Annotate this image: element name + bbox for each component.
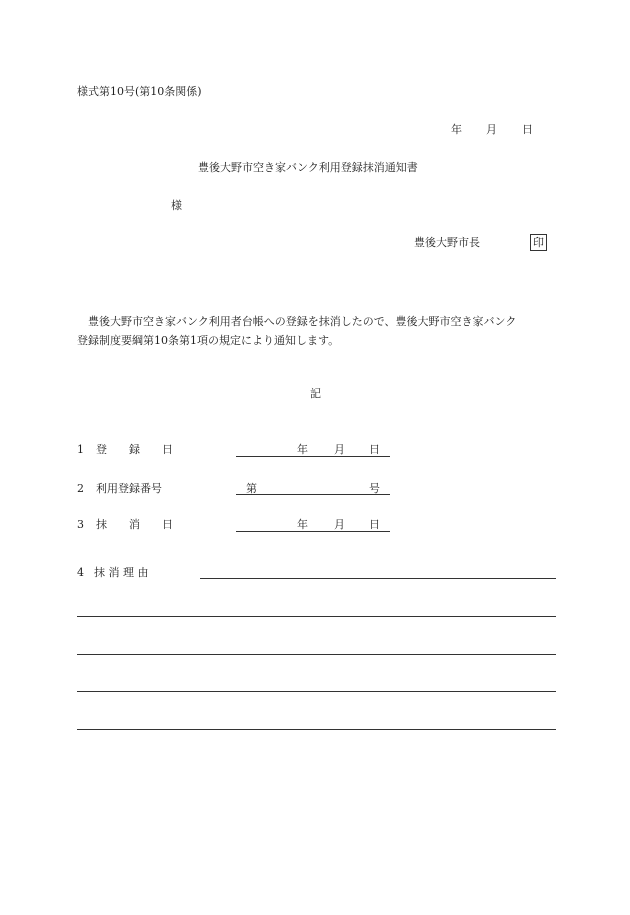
field-underline[interactable]	[236, 456, 390, 457]
date-day: 日	[522, 123, 533, 136]
field-day: 日	[369, 518, 380, 531]
seal-mark: 印	[530, 234, 547, 251]
body-paragraph	[77, 312, 567, 350]
item-label: 抹 消 理 由	[94, 566, 149, 579]
reason-line-5[interactable]	[77, 729, 556, 730]
reason-line-1[interactable]	[200, 578, 556, 579]
field-suffix: 号	[369, 482, 380, 495]
ki-heading: 記	[310, 387, 321, 400]
body-line-2: 登録制度要綱第10条第1項の規定により通知します。	[77, 334, 340, 347]
date-year: 年	[451, 123, 462, 136]
issuer-name: 豊後大野市長	[414, 236, 480, 249]
field-prefix: 第	[246, 482, 257, 495]
field-year: 年	[297, 518, 308, 531]
item-number: 2	[77, 482, 84, 495]
item-label: 利用登録番号	[96, 482, 162, 495]
reason-line-3[interactable]	[77, 654, 556, 655]
field-underline[interactable]	[236, 494, 390, 495]
field-underline[interactable]	[236, 531, 390, 532]
reason-line-2[interactable]	[77, 616, 556, 617]
item-number: 3	[77, 518, 84, 531]
body-line-1: 豊後大野市空き家バンク利用者台帳への登録を抹消したので、豊後大野市空き家バンク	[88, 315, 517, 328]
form-number: 様式第10号(第10条関係)	[77, 85, 202, 98]
item-label: 抹 消 日	[96, 518, 173, 531]
addressee-suffix: 様	[171, 199, 182, 212]
date-month: 月	[486, 123, 497, 136]
item-number: 1	[77, 443, 84, 456]
reason-line-4[interactable]	[77, 691, 556, 692]
field-year: 年	[297, 443, 308, 456]
document-title: 豊後大野市空き家バンク利用登録抹消通知書	[198, 161, 418, 174]
field-month: 月	[334, 443, 345, 456]
field-day: 日	[369, 443, 380, 456]
item-number: 4	[77, 566, 84, 579]
item-label: 登 録 日	[96, 443, 173, 456]
field-month: 月	[334, 518, 345, 531]
